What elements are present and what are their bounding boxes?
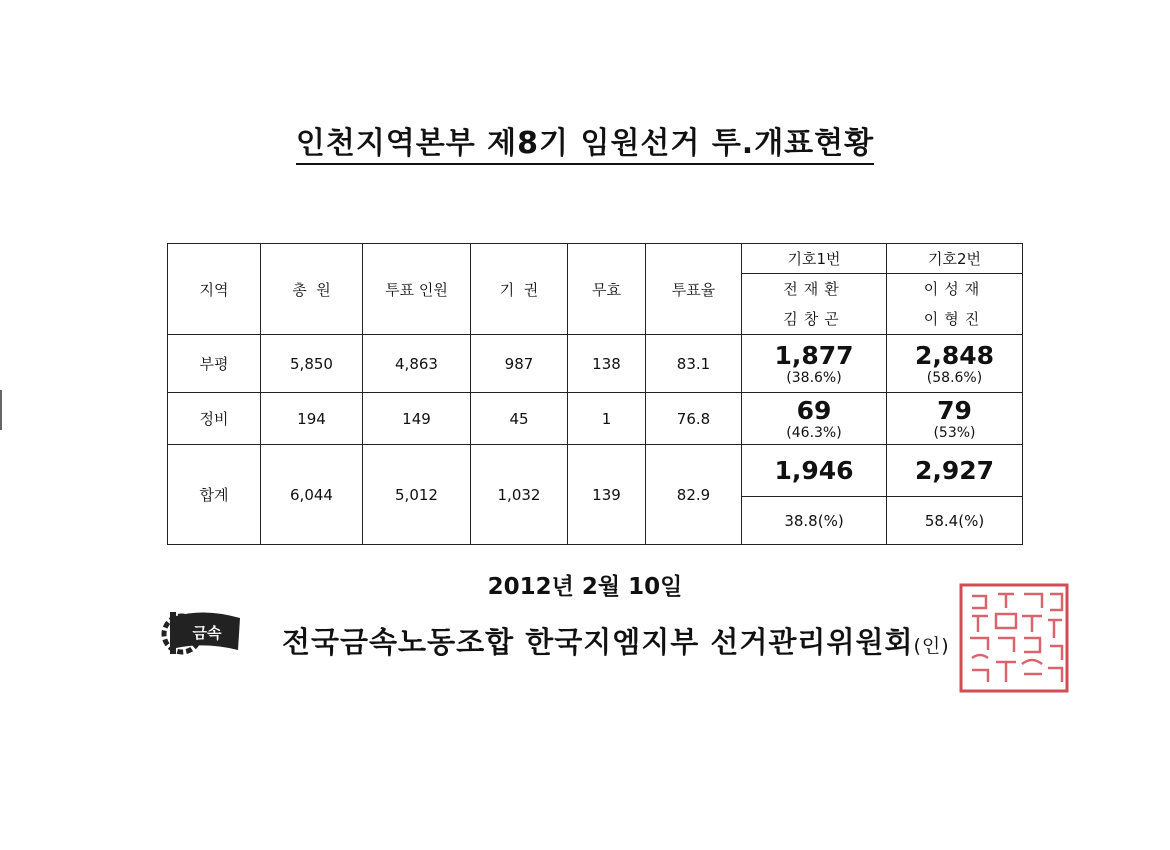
total-turnout: 82.9	[646, 445, 742, 545]
candidate2-label: 기호2번	[887, 244, 1023, 274]
candidate1-percent: (46.3%)	[786, 424, 842, 441]
candidate2-percent: (53%)	[933, 424, 976, 441]
candidate2-votes: 2,848	[914, 340, 995, 370]
candidate1-name1: 전재환	[742, 274, 887, 305]
table-row	[168, 393, 1023, 445]
row-turnout: 76.8	[646, 393, 742, 445]
seal-mark-text: (인)	[913, 635, 950, 657]
header-turnout: 투표율	[646, 244, 742, 335]
document-date: 2012년 2월 10일	[487, 574, 683, 600]
row-candidate2	[887, 393, 1023, 445]
header-region: 지역	[168, 244, 261, 335]
results-table	[167, 243, 1023, 545]
row-abstain: 45	[471, 393, 568, 445]
total-total: 6,044	[261, 445, 363, 545]
header-total: 총 원	[261, 244, 363, 335]
candidate2-name1: 이성재	[887, 274, 1023, 305]
candidate1-label: 기호1번	[742, 244, 887, 274]
row-invalid: 138	[568, 335, 646, 393]
candidate1-votes: 69	[796, 395, 832, 425]
header-abstain: 기 권	[471, 244, 568, 335]
svg-text:금속: 금속	[192, 624, 222, 642]
total-voters: 5,012	[363, 445, 471, 545]
row-total: 194	[261, 393, 363, 445]
total-abstain: 1,032	[471, 445, 568, 545]
total-invalid: 139	[568, 445, 646, 545]
total-candidate2-percent: 58.4(%)	[887, 497, 1023, 545]
scan-edge-mark	[0, 390, 2, 430]
table-row	[168, 335, 1023, 393]
row-candidate1	[742, 335, 887, 393]
candidate2-name2: 이형진	[887, 304, 1023, 335]
row-candidate2	[887, 335, 1023, 393]
row-voters: 4,863	[363, 335, 471, 393]
candidate2-votes: 79	[937, 395, 972, 425]
row-region: 정비	[168, 393, 261, 445]
header-voters: 투표 인원	[363, 244, 471, 335]
row-invalid: 1	[568, 393, 646, 445]
official-seal-stamp	[958, 582, 1070, 694]
row-candidate1	[742, 393, 887, 445]
total-candidate2-votes: 2,927	[887, 445, 1023, 497]
row-abstain: 987	[471, 335, 568, 393]
union-logo	[160, 604, 246, 658]
total-candidate1-votes: 1,946	[742, 445, 887, 497]
candidate1-name2: 김창곤	[742, 304, 887, 335]
document-title: 인천지역본부 제8기 임원선거 투.개표현황	[0, 118, 1170, 162]
organization-name: 전국금속노동조합 한국지엠지부 선거관리위원회(인)	[282, 625, 950, 659]
row-turnout: 83.1	[646, 335, 742, 393]
row-total: 5,850	[261, 335, 363, 393]
total-region: 합계	[168, 445, 261, 545]
candidate1-percent: (38.6%)	[786, 369, 842, 386]
candidate2-percent: (58.6%)	[926, 369, 983, 386]
total-row	[168, 445, 1023, 497]
row-voters: 149	[363, 393, 471, 445]
row-region: 부평	[168, 335, 261, 393]
total-candidate1-percent: 38.8(%)	[742, 497, 887, 545]
header-invalid: 무효	[568, 244, 646, 335]
candidate1-votes: 1,877	[774, 340, 854, 370]
